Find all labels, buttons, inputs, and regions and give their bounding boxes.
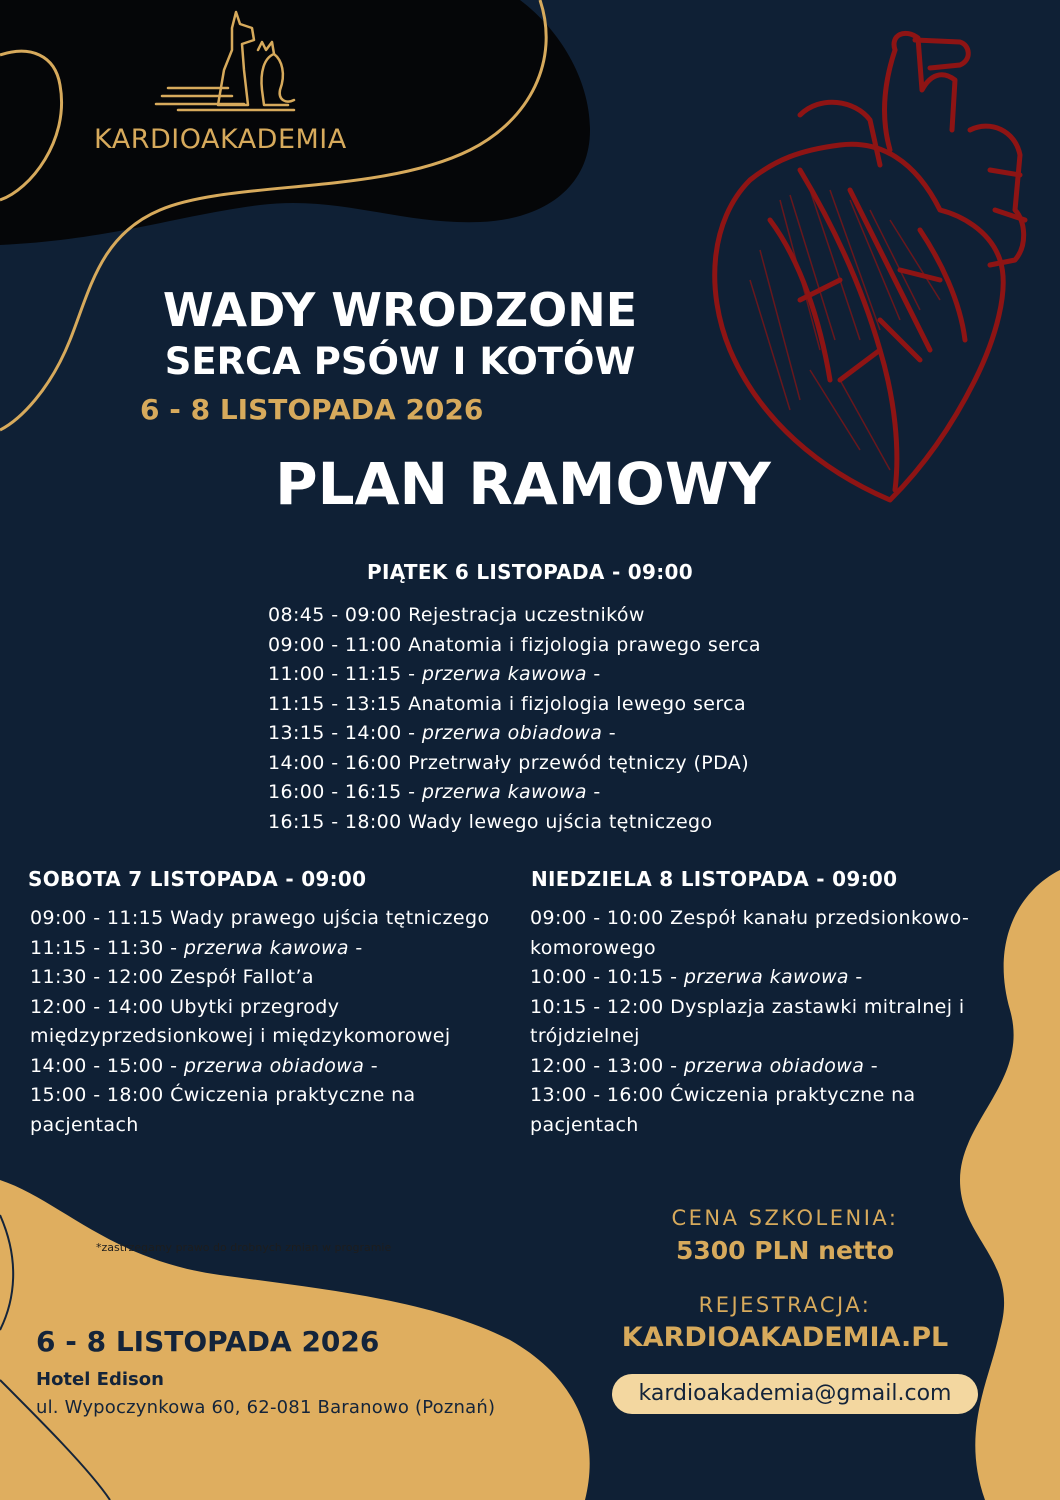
schedule-time: 12:00 - 13:00 xyxy=(530,1054,664,1077)
saturday-heading: SOBOTA 7 LISTOPADA - 09:00 xyxy=(28,867,367,891)
schedule-time: 10:15 - 12:00 xyxy=(530,995,664,1018)
schedule-item xyxy=(30,904,525,934)
schedule-item xyxy=(530,1081,1020,1140)
schedule-item xyxy=(268,631,828,661)
schedule-label: Dysplazja zastawki mitralnej i trójdzielnej xyxy=(530,995,965,1047)
venue-dates: 6 - 8 LISTOPADA 2026 xyxy=(36,1325,380,1358)
schedule-item xyxy=(268,601,828,631)
schedule-time: 13:00 - 16:00 xyxy=(530,1084,664,1106)
schedule-time: 08:45 - 09:00 xyxy=(268,604,402,626)
event-title-line1: WADY WRODZONE xyxy=(162,283,638,337)
schedule-break-label: przerwa obiadowa xyxy=(421,722,603,744)
schedule-time: 09:00 - 10:00 xyxy=(530,907,664,929)
schedule-time: 11:30 - 12:00 xyxy=(30,966,164,988)
schedule-time: 09:00 - 11:15 xyxy=(30,907,164,929)
schedule-break-label: przerwa obiadowa xyxy=(683,1054,865,1077)
schedule-break-label: przerwa kawowa xyxy=(421,663,587,685)
schedule-time: 15:00 - 18:00 xyxy=(30,1084,164,1106)
registration-label: REJESTRACJA: xyxy=(698,1293,872,1317)
schedule-time: 09:00 - 11:00 xyxy=(268,633,402,656)
schedule-break-label: przerwa obiadowa xyxy=(183,1054,365,1077)
schedule-item xyxy=(30,1081,525,1140)
schedule-time: 12:00 - 14:00 xyxy=(30,995,164,1018)
schedule-label: Ćwiczenia praktyczne na pacjentach xyxy=(530,1084,916,1136)
schedule-label: Zespół Fallot’a xyxy=(170,966,314,988)
schedule-time: 10:00 - 10:15 xyxy=(530,966,664,988)
schedule-label: Wady prawego ujścia tętniczego xyxy=(170,907,490,929)
schedule-label: Wady lewego ujścia tętniczego xyxy=(408,810,713,833)
schedule-time: 14:00 - 16:00 xyxy=(268,751,402,774)
schedule-break-item: 13:15 - 14:00 - przerwa obiadowa - xyxy=(268,722,616,744)
registration-email-link[interactable]: kardioakademia@gmail.com xyxy=(612,1374,978,1414)
plan-title: PLAN RAMOWY xyxy=(275,450,771,518)
schedule-break-item: 11:15 - 11:30 - przerwa kawowa - xyxy=(30,936,363,959)
dog-and-cat-icon xyxy=(148,10,298,120)
schedule-break-item: 11:00 - 11:15 - przerwa kawowa - xyxy=(268,663,601,685)
schedule-item xyxy=(530,993,1020,1052)
anatomical-heart-icon xyxy=(690,20,1050,520)
venue-name: Hotel Edison xyxy=(36,1369,164,1390)
schedule-time: 16:15 - 18:00 xyxy=(268,810,402,833)
schedule-break-label: przerwa kawowa xyxy=(421,781,587,803)
friday-schedule xyxy=(268,601,828,837)
schedule-time: 14:00 - 15:00 xyxy=(30,1054,164,1077)
schedule-label: Zespół kanału przedsionkowo-komorowego xyxy=(530,907,970,959)
schedule-item xyxy=(30,963,525,993)
schedule-break-item: 10:00 - 10:15 - przerwa kawowa - xyxy=(530,966,863,988)
schedule-item xyxy=(268,749,828,779)
schedule-time: 13:15 - 14:00 xyxy=(268,722,402,744)
schedule-break-item: 16:00 - 16:15 - przerwa kawowa - xyxy=(268,781,601,803)
schedule-break-item: 12:00 - 13:00 - przerwa obiadowa - xyxy=(530,1054,878,1077)
schedule-time: 11:15 - 11:30 xyxy=(30,936,164,959)
venue-address: ul. Wypoczynkowa 60, 62-081 Baranowo (Poznań) xyxy=(36,1397,496,1418)
sunday-schedule xyxy=(530,904,1020,1140)
price-label: CENA SZKOLENIA: xyxy=(671,1206,899,1230)
schedule-time: 11:00 - 11:15 xyxy=(268,663,402,685)
program-disclaimer: *zastrzegamy prawo do drobnych zmian w programie xyxy=(96,1241,392,1254)
schedule-item xyxy=(30,993,525,1052)
schedule-label: Przetrwały przewód tętniczy (PDA) xyxy=(408,751,750,774)
saturday-schedule xyxy=(30,904,525,1140)
sunday-heading: NIEDZIELA 8 LISTOPADA - 09:00 xyxy=(531,867,898,891)
event-title-line2: SERCA PSÓW I KOTÓW xyxy=(164,340,636,383)
schedule-item xyxy=(530,904,1020,963)
schedule-break-label: przerwa kawowa xyxy=(683,966,849,988)
schedule-label: Rejestracja uczestników xyxy=(408,604,645,626)
schedule-label: Ćwiczenia praktyczne na pacjentach xyxy=(30,1084,416,1136)
schedule-item xyxy=(268,690,828,720)
price-value: 5300 PLN netto xyxy=(676,1236,894,1265)
brand-name: KARDIOAKADEMIA xyxy=(94,124,347,155)
registration-website-link[interactable]: KARDIOAKADEMIA.PL xyxy=(621,1322,949,1353)
schedule-item xyxy=(268,808,828,838)
schedule-time: 16:00 - 16:15 xyxy=(268,781,402,803)
schedule-break-label: przerwa kawowa xyxy=(183,936,349,959)
event-dates: 6 - 8 LISTOPADA 2026 xyxy=(140,393,484,426)
brand-logo xyxy=(88,10,378,160)
schedule-label: Anatomia i fizjologia prawego serca xyxy=(408,633,761,656)
schedule-label: Anatomia i fizjologia lewego serca xyxy=(408,692,747,715)
schedule-time: 11:15 - 13:15 xyxy=(268,692,402,715)
friday-heading: PIĄTEK 6 LISTOPADA - 09:00 xyxy=(367,560,693,584)
schedule-label: Ubytki przegrody międzyprzedsionkowej i międzykomorowej xyxy=(30,995,451,1047)
schedule-break-item: 14:00 - 15:00 - przerwa obiadowa - xyxy=(30,1054,378,1077)
